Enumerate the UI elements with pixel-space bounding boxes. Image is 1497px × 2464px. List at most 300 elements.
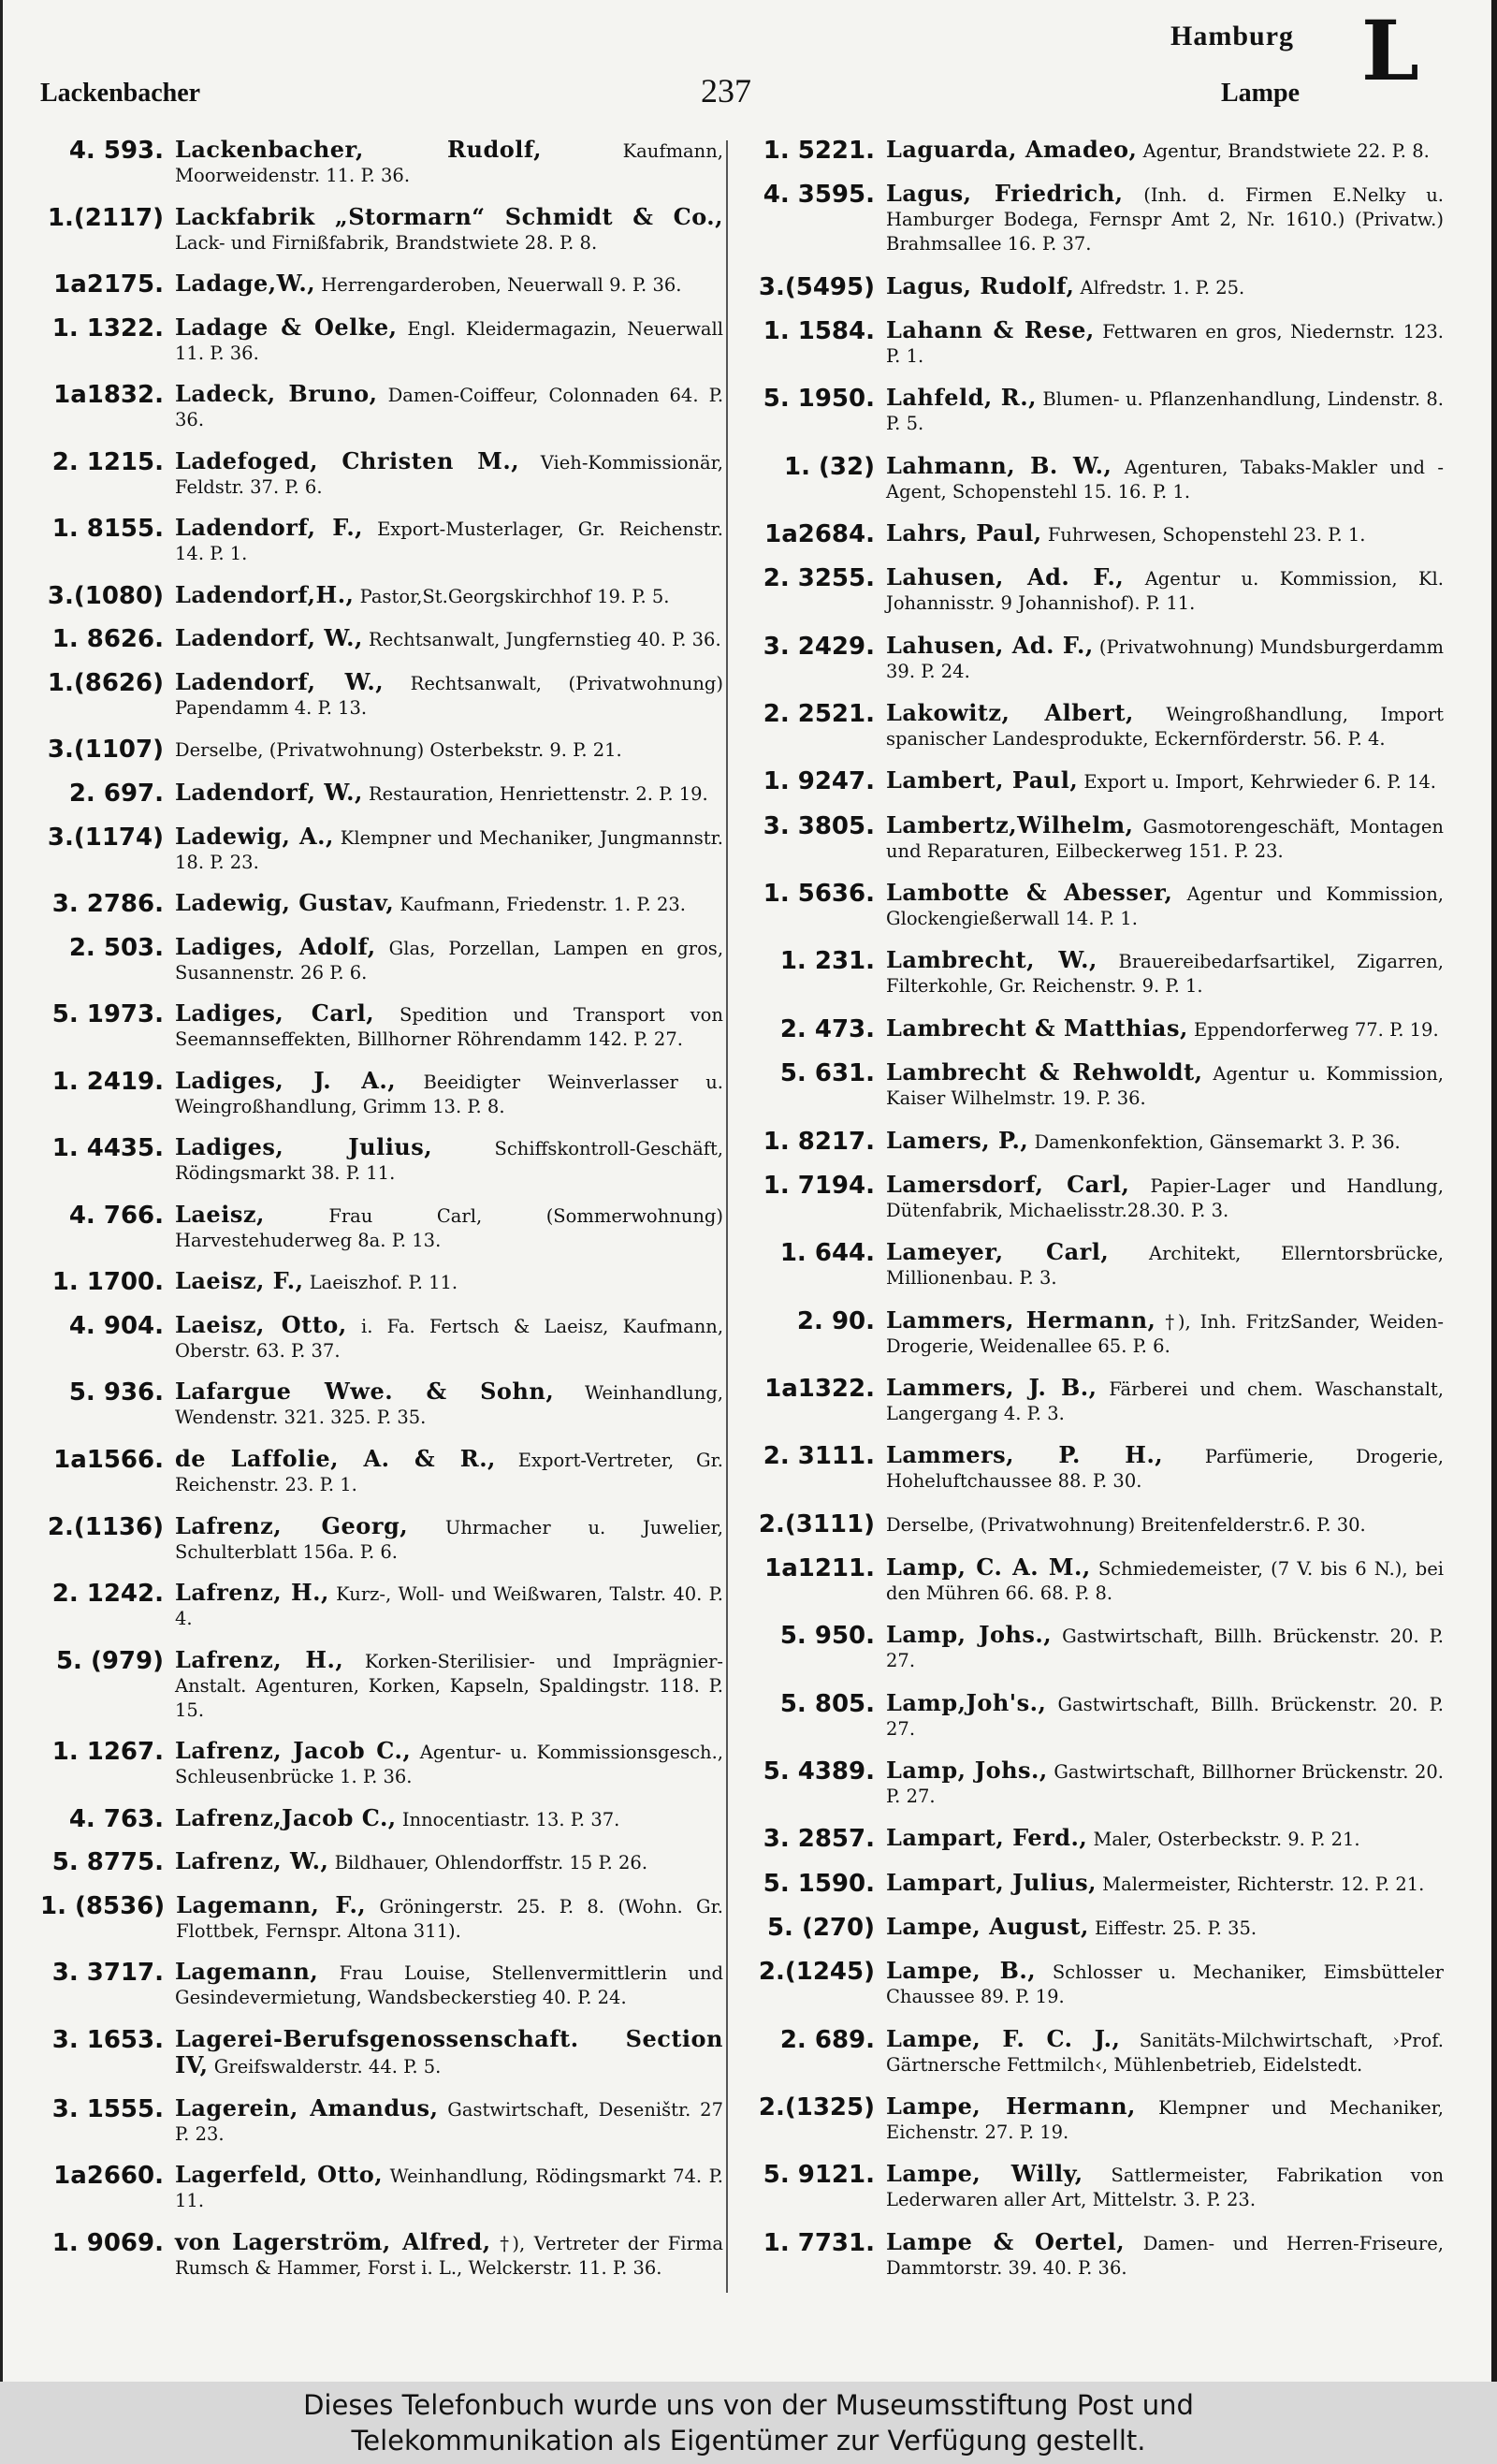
phone-number: 3. 3717.	[51, 1959, 164, 1988]
directory-entry	[40, 1581, 723, 1631]
directory-entry	[40, 138, 723, 188]
directory-entry	[40, 1739, 723, 1789]
entry-name: Lagerfeld, Otto,	[175, 2161, 384, 2189]
entry-details: Agentur u. Kommission, Kaiser Wilhelmstr. 19. P. 36.	[886, 1063, 1444, 1110]
entry-text	[175, 1645, 724, 1723]
entry-details: Kurz-, Woll- und Weißwaren, Talstr. 40. P. 4.	[175, 1583, 723, 1630]
entry-name: Ladendorf, W.,	[175, 667, 385, 695]
entry-name: Lambertz,Wilhelm,	[886, 810, 1134, 838]
entry-name: Lamp, Johs.,	[886, 1621, 1053, 1649]
entry-text	[886, 386, 1444, 436]
directory-entry	[751, 701, 1444, 751]
entry-details: Maler, Osterbeckstr. 9. P. 21.	[1093, 1829, 1360, 1851]
directory-entry	[40, 315, 723, 366]
entry-name: Ladiges, Julius,	[175, 1133, 433, 1161]
entry-name: Lammers, P. H.,	[886, 1441, 1164, 1469]
phone-number: 1a2684.	[764, 520, 875, 549]
entry-details: Sattlermeister, Fabrikation von Lederwaren aller Art, Mittelstr. 3. P. 23.	[886, 2165, 1445, 2211]
phone-number: 4. 763.	[68, 1804, 164, 1833]
entry-name: Lagus, Friedrich,	[886, 180, 1124, 208]
entry-text	[886, 2094, 1444, 2145]
phone-number: 1.(2117)	[47, 203, 164, 232]
footer-notice	[0, 2382, 1497, 2464]
entry-text	[886, 318, 1444, 369]
entry-details: Herrengarderoben, Neuerwall 9. P. 36.	[321, 274, 682, 297]
entry-name: Lamersdorf, Carl,	[886, 1170, 1130, 1198]
entry-name: Lafrenz, Georg,	[175, 1511, 409, 1539]
entry-details: Pastor,St.Georgskirchhof 19. P. 5.	[359, 585, 670, 607]
entry-name: Lamers, P.,	[886, 1126, 1029, 1154]
entry-details: Damen- und Herren-Friseure, Dammtorstr. 39. 40. P. 36.	[886, 2232, 1444, 2279]
phone-number: 3.(5495)	[758, 272, 875, 301]
directory-entry	[40, 736, 723, 764]
entry-details: Eppendorferweg 77. P. 19.	[1194, 1018, 1439, 1041]
phone-number: 5. 936.	[68, 1378, 164, 1407]
entry-text	[175, 736, 723, 763]
directory-entry	[751, 881, 1444, 931]
entry-details: Fuhrwesen, Schopenstehl 23. P. 1.	[1047, 524, 1366, 547]
entry-details: †), Vertreter der Firma Rumsch & Hammer, Forst i. L., Welckerstr. 11. P. 36.	[175, 2232, 724, 2279]
entry-name: Lackfabrik „Stormarn“ Schmidt & Co.,	[175, 202, 723, 230]
directory-entry	[751, 1868, 1444, 1898]
phone-number: 2. 1215.	[51, 447, 164, 476]
directory-entry	[751, 1555, 1444, 1606]
entry-text	[175, 271, 723, 298]
directory-entry	[40, 271, 723, 299]
entry-name: Lagus, Rudolf,	[886, 271, 1075, 299]
entry-text	[175, 1803, 723, 1832]
phone-number: 1. 1700.	[51, 1268, 164, 1297]
entry-text	[175, 1135, 723, 1186]
directory-entry	[40, 2163, 723, 2213]
phone-number: 1. 1267.	[51, 1738, 164, 1767]
entry-name: Lamp, Johs.,	[886, 1756, 1048, 1784]
entry-text	[886, 631, 1445, 684]
phone-number: 1a1322.	[764, 1374, 875, 1403]
directory-entry	[40, 202, 723, 255]
directory-entry	[40, 2024, 723, 2079]
directory-entry	[751, 1912, 1444, 1942]
phone-number: 1. 1322.	[51, 313, 164, 343]
directory-entry	[40, 891, 723, 918]
phone-number: 1. 1584.	[763, 317, 875, 346]
directory-entry	[40, 1269, 723, 1296]
entry-details: Damenkonfektion, Gänsemarkt 3. P. 36.	[1034, 1130, 1401, 1153]
directory-entry	[40, 1960, 723, 2010]
entry-details: Parfümerie, Drogerie, Hoheluftchaussee 88. P. 30.	[886, 1446, 1444, 1493]
entry-text	[886, 1623, 1444, 1673]
header-first-word: Lackenbacher	[40, 79, 201, 108]
phone-number: 2. 90.	[796, 1306, 875, 1335]
entry-name: Lameyer, Carl,	[886, 1238, 1110, 1266]
entry-details: Rechtsanwalt, (Privatwohnung) Papendamm 4. P. 13.	[175, 672, 724, 719]
phone-number: 5. 950.	[779, 1622, 875, 1651]
entry-details: Glas, Porzellan, Lampen en gros, Susannenstr. 26 P. 6.	[175, 937, 724, 984]
entry-text	[886, 521, 1444, 547]
phone-number: 2.(1136)	[47, 1512, 164, 1541]
entry-name: Lammers, Hermann,	[886, 1305, 1156, 1334]
entry-text	[175, 626, 723, 652]
directory-entry	[40, 580, 723, 610]
entry-name: Lambotte & Abesser,	[886, 879, 1173, 907]
directory-entry	[751, 1443, 1444, 1494]
phone-number: 2.(3111)	[758, 1509, 875, 1538]
phone-number: 3. 3805.	[763, 811, 875, 840]
entry-text	[175, 2024, 723, 2079]
entry-details: Damen-Coiffeur, Colonnaden 64. P. 36.	[175, 385, 724, 431]
phone-number: 2.(1245)	[758, 1958, 875, 1987]
entry-text	[175, 580, 723, 609]
entry-details: Rechtsanwalt, Jungfernstieg 40. P. 36.	[369, 629, 721, 651]
phone-number: 2. 473.	[779, 1014, 875, 1043]
entry-name: Ladiges, Carl,	[175, 999, 375, 1028]
entry-details: Weinhandlung, Rödingsmarkt 74. P. 11.	[175, 2165, 723, 2212]
entry-name: Lackenbacher, Rudolf,	[175, 136, 542, 163]
entry-text	[886, 881, 1444, 931]
entry-name: von Lagerström, Alfred,	[175, 2227, 491, 2255]
directory-entry	[40, 382, 723, 432]
entry-details: Frau Louise, Stellenvermittlerin und Gesindevermietung, Wandsbeckerstieg 40. P. 24.	[175, 1962, 723, 2009]
directory-entry	[751, 1170, 1444, 1223]
entry-text	[886, 182, 1444, 256]
entry-text	[175, 1001, 723, 1052]
entry-details: Gastwirtschaft, Deseništr. 27 P. 23.	[175, 2098, 723, 2145]
phone-number: 2. 1242.	[51, 1580, 164, 1609]
entry-text	[886, 810, 1444, 864]
entry-text	[175, 2163, 723, 2213]
phone-number: 3. 2857.	[763, 1825, 875, 1854]
directory-entry	[40, 1890, 723, 1944]
phone-number: 2. 689.	[779, 2025, 875, 2054]
entry-name: Lafrenz,Jacob C.,	[175, 1803, 397, 1831]
entry-name: Ladefoged, Christen M.,	[175, 446, 520, 474]
entry-details: Kaufmann, Moorweidenstr. 11. P. 36.	[175, 140, 723, 186]
phone-number: 3.(1174)	[47, 823, 164, 852]
entry-name: Lakowitz, Albert,	[886, 699, 1134, 727]
entry-details: i. Fa. Fertsch & Laeisz, Kaufmann, Oberstr. 63. P. 37.	[175, 1315, 724, 1362]
entry-text	[886, 1126, 1444, 1155]
entry-details: Restauration, Henriettenstr. 2. P. 19.	[369, 783, 708, 806]
directory-entry	[40, 1379, 723, 1430]
phone-number: 5. 1590.	[763, 1869, 875, 1898]
footer-line-1: Dieses Telefonbuch wurde uns von der Museumsstiftung Post und	[303, 2389, 1194, 2421]
directory-entry	[40, 1066, 724, 1119]
header-letter: L	[1361, 2, 1419, 99]
directory-entry	[751, 810, 1444, 864]
entry-text	[175, 516, 723, 566]
directory-entry	[40, 667, 724, 721]
entry-text	[175, 315, 723, 366]
entry-text	[175, 1447, 723, 1497]
directory-entry	[751, 521, 1444, 548]
entry-details: Schmiedemeister, (7 V. bis 6 N.), bei den Mühren 66. 68. P. 8.	[886, 1557, 1444, 1604]
directory-entry	[40, 446, 723, 500]
entry-details: Agentur u. Kommission, Kl. Johannisstr. 9 Johannishof). P. 11.	[886, 568, 1444, 615]
phone-number: 3. 1555.	[51, 2094, 164, 2123]
entry-details: Blumen- u. Pflanzenhandlung, Lindenstr. 8. P. 5.	[886, 388, 1445, 435]
entry-name: Lampe, F. C. J.,	[886, 2024, 1121, 2052]
directory-entry	[751, 1826, 1444, 1853]
entry-name: Ladewig, A.,	[175, 822, 334, 850]
directory-entry	[40, 824, 723, 875]
entry-details: Gastwirtschaft, Billhorner Brückenstr. 20. P. 27.	[886, 1760, 1445, 1807]
entry-name: Lafrenz, H.,	[175, 1579, 329, 1607]
phone-number: 1. 8155.	[51, 515, 164, 544]
entry-details: Lack- und Firnißfabrik, Brandstwiete 28. P. 8.	[175, 231, 598, 254]
entry-name: Lagerei-Berufsgenossenschaft. Section IV,	[175, 2024, 723, 2078]
entry-name: Ladeck, Bruno,	[175, 380, 378, 408]
entry-name: Ladage,W.,	[175, 270, 316, 298]
header-region: Hamburg	[1170, 21, 1295, 51]
entry-name: Lafrenz, Jacob C.,	[175, 1737, 412, 1765]
entry-details: (Privatwohnung) Mundsburgerdamm 39. P. 24.	[886, 635, 1445, 682]
directory-entry	[751, 1758, 1444, 1809]
entry-name: de Laffolie, A. & R.,	[175, 1445, 496, 1473]
entry-text	[175, 1200, 723, 1253]
directory-entry	[751, 318, 1444, 369]
directory-entry	[751, 1013, 1444, 1043]
entry-name: Lambrecht & Matthias,	[886, 1013, 1188, 1042]
directory-entry	[40, 1135, 723, 1186]
entry-details: Kaufmann, Friedenstr. 1. P. 23.	[400, 894, 687, 916]
phone-number: 5. 8775.	[51, 1848, 164, 1877]
entry-text	[886, 271, 1444, 300]
phone-number: 1. 2419.	[51, 1067, 164, 1096]
entry-text	[886, 701, 1444, 751]
entry-text	[175, 1581, 723, 1631]
entry-text	[886, 2162, 1444, 2212]
directory-entry	[751, 386, 1444, 436]
entry-details: Agentur- u. Kommissionsgesch., Schleusenbrücke 1. P. 36.	[175, 1742, 723, 1788]
entry-details: Weingroßhandlung, Import spanischer Landesprodukte, Eckernförderstr. 56. P. 4.	[886, 704, 1444, 751]
entry-name: Ladiges, J. A.,	[175, 1066, 397, 1094]
entry-name: Lahmann, B. W.,	[886, 451, 1112, 479]
entry-text	[886, 1758, 1444, 1809]
entry-text	[886, 1868, 1444, 1897]
phone-number: 3. 2786.	[51, 890, 164, 919]
entry-name: Ladendorf, W.,	[175, 624, 363, 652]
directory-entry	[751, 948, 1444, 999]
directory-entry	[40, 1447, 723, 1497]
entry-name: Lambrecht, W.,	[886, 946, 1097, 974]
entry-details: Klempner und Mechaniker, Eichenstr. 27. P. 19.	[886, 2097, 1445, 2143]
entry-name: Lahusen, Ad. F.,	[886, 563, 1125, 591]
entry-text	[175, 1511, 723, 1565]
phone-number: 5. (270)	[766, 1913, 875, 1942]
phone-number: 4. 904.	[68, 1311, 164, 1340]
entry-details: Greifswalderstr. 44. P. 5.	[213, 2055, 442, 2078]
phone-number: 1. 7194.	[763, 1171, 875, 1200]
entry-details: Architekt, Ellerntorsbrücke, Millionenbau. P. 3.	[886, 1243, 1444, 1290]
directory-entry	[751, 1959, 1444, 2009]
entry-text	[886, 1170, 1444, 1223]
entry-details: Sanitäts-Milchwirtschaft, ›Prof. Gärtnersche Fettmilch‹, Mühlenbetrieb, Eidelstedt.	[886, 2029, 1444, 2076]
phone-number: 2. 503.	[68, 933, 164, 962]
entry-text	[886, 565, 1444, 616]
phone-number: 5. 805.	[779, 1689, 875, 1718]
entry-text	[175, 1269, 723, 1295]
entry-text	[175, 1739, 723, 1789]
entry-name: Laeisz, Otto,	[175, 1310, 347, 1338]
directory-entry	[751, 1623, 1444, 1673]
directory-entry	[751, 768, 1444, 795]
entry-text	[886, 1555, 1444, 1606]
entry-details: Agentur und Kommission, Glockengießerwall 14. P. 1.	[886, 883, 1444, 930]
directory-entry	[751, 2094, 1444, 2145]
entry-name: Lammers, J. B.,	[886, 1373, 1097, 1401]
directory-entry	[751, 1373, 1444, 1426]
entry-details: Eiffestr. 25. P. 35.	[1095, 1917, 1257, 1939]
entry-name: Lambert, Paul,	[886, 766, 1079, 795]
phone-number: 2. 3111.	[763, 1442, 875, 1471]
entry-text	[176, 1890, 723, 1944]
directory-entry	[751, 1305, 1445, 1359]
entry-text	[886, 2024, 1444, 2078]
entry-details: Alfredstr. 1. P. 25.	[1080, 276, 1245, 299]
entry-details: Uhrmacher u. Juwelier, Schulterblatt 156a. P. 6.	[175, 1516, 723, 1563]
directory-entry	[751, 271, 1444, 301]
entry-details: Export-Vertreter, Gr. Reichenstr. 23. P. 1.	[175, 1450, 723, 1496]
entry-text	[175, 932, 724, 985]
entry-text	[886, 2227, 1444, 2281]
entry-text	[886, 451, 1444, 504]
entry-name: Lagerein, Amandus,	[175, 2093, 439, 2121]
entry-text	[886, 1443, 1444, 1494]
entry-details: Innocentiastr. 13. P. 37.	[401, 1808, 620, 1830]
entry-text	[175, 2227, 724, 2281]
entry-details: Bildhauer, Ohlendorffstr. 15 P. 26.	[334, 1852, 648, 1874]
entry-details: Papier-Lager und Handlung, Dütenfabrik, Michaelisstr.28.30. P. 3.	[886, 1174, 1444, 1221]
directory-entry	[40, 1645, 724, 1723]
entry-text	[175, 1066, 724, 1119]
entry-details: Agenturen, Tabaks-Makler und -Agent, Schopenstehl 15. 16. P. 1.	[886, 456, 1444, 503]
directory-entry	[40, 1849, 723, 1876]
phone-number: 1. 8217.	[763, 1127, 875, 1156]
entry-name: Lafargue Wwe. & Sohn,	[175, 1378, 555, 1406]
entry-details: Färberei und chem. Waschanstalt, Langergang 4. P. 3.	[886, 1378, 1444, 1424]
phone-number: 5. 1950.	[763, 385, 875, 414]
phone-number: 1. 231.	[779, 947, 875, 976]
entry-name: Lampart, Ferd.,	[886, 1824, 1088, 1852]
entry-text	[886, 1688, 1445, 1742]
entry-name: Lagemann,	[175, 1958, 319, 1986]
phone-number: 1. 9069.	[51, 2228, 164, 2257]
entry-text	[175, 138, 723, 188]
right-column	[751, 138, 1444, 2281]
directory-entry	[751, 2024, 1444, 2078]
entry-name: Ladewig, Gustav,	[175, 889, 395, 917]
entry-details: Derselbe, (Privatwohnung) Breitenfelderstr.6. P. 30.	[886, 1513, 1366, 1536]
page-number: 237	[701, 72, 751, 109]
entry-text	[175, 1379, 723, 1430]
entry-details: Gasmotorengeschäft, Montagen und Reparaturen, Eilbeckerweg 151. P. 23.	[886, 815, 1444, 862]
entry-text	[175, 202, 723, 255]
directory-entry	[40, 1001, 723, 1052]
phone-number: 3.(1107)	[47, 736, 164, 765]
phone-number: 1. 5221.	[763, 137, 875, 165]
entry-name: Lampe, August,	[886, 1912, 1089, 1940]
entry-text	[886, 768, 1444, 795]
entry-text	[175, 382, 723, 432]
entry-details: (Inh. d. Firmen E.Nelky u. Hamburger Bodega, Fernspr Amt 2, Nr. 1610.) (Privatw.) Brahmsallee 16. P. 37.	[886, 184, 1444, 255]
entry-name: Lampe, B.,	[886, 1957, 1037, 1985]
phone-number: 2.(1325)	[758, 2093, 875, 2121]
entry-text	[175, 1849, 723, 1875]
directory-entry	[40, 2093, 723, 2147]
phone-number: 3. 1653.	[51, 2025, 164, 2054]
entry-name: Ladendorf,H.,	[175, 580, 355, 608]
entry-details: Gastwirtschaft, Billh. Brückenstr. 20. P. 27.	[886, 1693, 1445, 1740]
phone-number: 1. 5636.	[763, 880, 875, 909]
phone-number: 1a1566.	[53, 1446, 164, 1475]
entry-text	[886, 1373, 1444, 1426]
directory-entry	[751, 1511, 1444, 1538]
entry-name: Ladage & Oelke,	[175, 313, 398, 341]
entry-text	[886, 1511, 1444, 1538]
entry-details: †), Inh. FritzSander, Weiden-Drogerie, Weidenallee 65. P. 6.	[886, 1310, 1445, 1357]
entry-text	[886, 948, 1444, 999]
entry-name: Lahrs, Paul,	[886, 519, 1042, 547]
entry-name: Lafrenz, W.,	[175, 1847, 329, 1875]
phone-number: 3.(1080)	[47, 581, 164, 610]
directory-entry	[40, 932, 724, 985]
entry-details: Spedition und Transport von Seemannseffekten, Billhorner Röhrendamm 142. P. 27.	[175, 1004, 723, 1051]
phone-number: 2. 2521.	[763, 700, 875, 729]
directory-entry	[40, 1511, 723, 1565]
phone-number: 5. 631.	[779, 1059, 875, 1088]
entry-name: Ladendorf, F.,	[175, 514, 364, 542]
entry-text	[175, 780, 723, 807]
phone-number: 1a2660.	[53, 2162, 164, 2191]
entry-details: Malermeister, Richterstr. 12. P. 21.	[1102, 1873, 1425, 1895]
entry-name: Laeisz, F.,	[175, 1267, 304, 1295]
directory-entry	[751, 1126, 1444, 1156]
directory-entry	[40, 1200, 723, 1253]
phone-number: 1. 4435.	[51, 1134, 164, 1163]
entry-text	[175, 1960, 723, 2010]
entry-details: Export u. Import, Kehrwieder 6. P. 14.	[1083, 771, 1436, 794]
entry-name: Lampe, Hermann,	[886, 2092, 1136, 2120]
directory-entry	[40, 1310, 724, 1363]
entry-name: Laguarda, Amadeo,	[886, 136, 1138, 163]
directory-entry	[751, 1060, 1444, 1111]
entry-text	[886, 1013, 1444, 1042]
entry-name: Lahann & Rese,	[886, 316, 1095, 344]
left-column	[40, 138, 723, 2281]
entry-name: Lahusen, Ad. F.,	[886, 631, 1094, 659]
phone-number: 1a2175.	[53, 270, 164, 299]
entry-text	[886, 1240, 1444, 1290]
footer-line-2: Telekommunikation als Eigentümer zur Verfügung gestellt.	[351, 2425, 1146, 2457]
entry-text	[886, 1826, 1444, 1852]
entry-details: Agentur, Brandstwiete 22. P. 8.	[1142, 140, 1430, 162]
phone-number: 1. 644.	[779, 1239, 875, 1268]
entry-details: Korken-Sterilisier- und Imprägnier-Anstalt. Agenturen, Korken, Kapseln, Spaldingstr. 118. P. 15.	[175, 1650, 724, 1721]
phone-number: 1.(8626)	[47, 668, 164, 697]
entry-name: Lafrenz, H.,	[175, 1645, 344, 1673]
entry-details: Export-Musterlager, Gr. Reichenstr. 14. P. 1.	[175, 518, 724, 565]
phone-number: 5. 9121.	[763, 2161, 875, 2190]
entry-details: Weinhandlung, Wendenstr. 321. 325. P. 35.	[175, 1382, 724, 1429]
entry-name: Ladendorf, W.,	[175, 779, 363, 807]
phone-number: 4. 3595.	[763, 181, 875, 210]
phone-number: 5. 1973.	[51, 1000, 164, 1029]
entry-name: Ladiges, Adolf,	[175, 932, 376, 960]
directory-entry	[40, 2227, 724, 2281]
phone-number: 1. 7731.	[763, 2228, 875, 2257]
directory-entry	[40, 1803, 723, 1833]
entry-name: Lahfeld, R.,	[886, 384, 1037, 412]
